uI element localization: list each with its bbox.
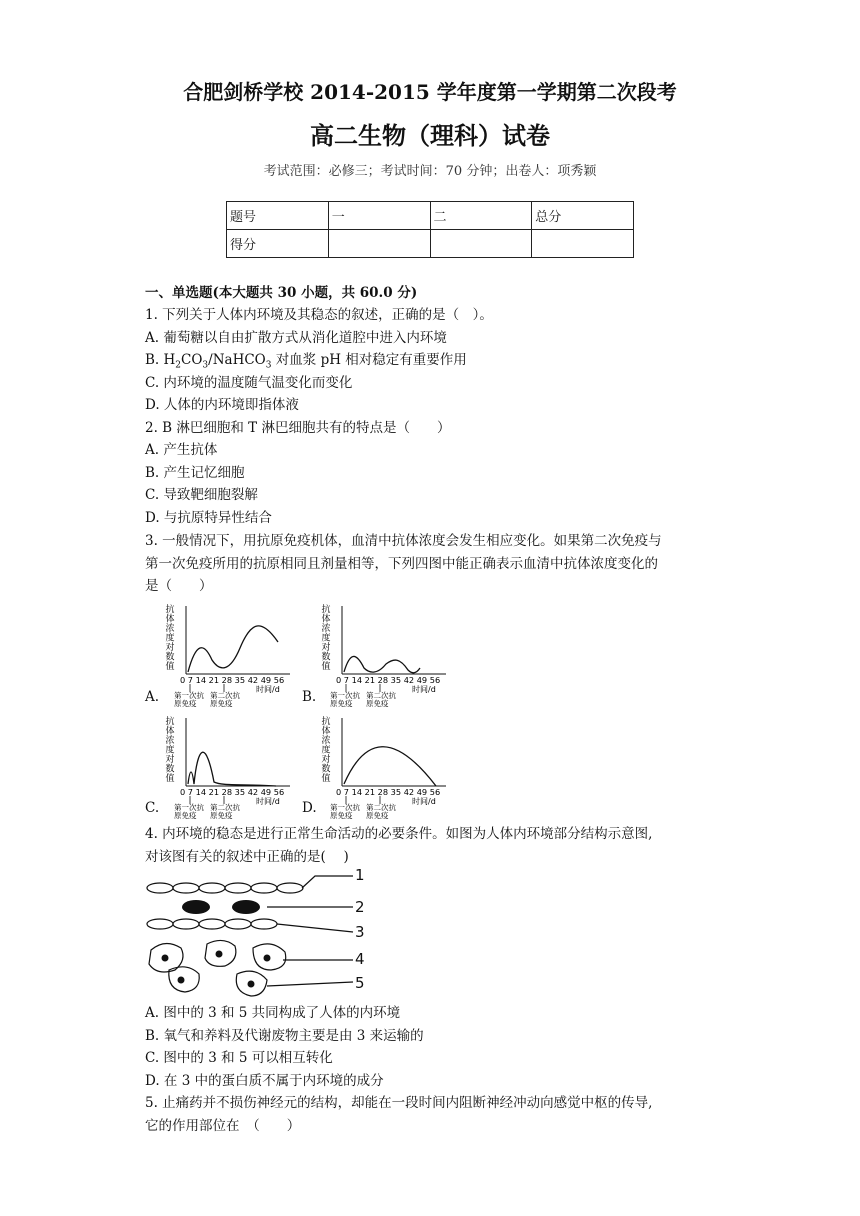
q4-option-c: C. 图中的 3 和 5 可以相互转化	[145, 1050, 333, 1066]
q5-stem-line2: 它的作用部位在 （ ）	[145, 1118, 301, 1134]
x-tick-labels: 0 7 14 21 28 35 42 49 56	[180, 675, 285, 685]
score-header-cell: 二	[430, 202, 532, 230]
q3-graph-d	[316, 714, 451, 820]
y-axis-label-char: 对	[321, 755, 331, 765]
first-immunization-label: 原免疫	[330, 811, 353, 820]
second-immunization-label: 原免疫	[366, 699, 389, 708]
q4-tissue-diagram	[143, 864, 368, 1000]
q3-option-b-label: B.	[302, 689, 317, 705]
x-axis-label: 时间/d	[256, 797, 280, 806]
score-table	[226, 201, 634, 258]
score-row-label: 得分	[227, 230, 329, 258]
first-immunization-label: 原免疫	[174, 699, 197, 708]
y-axis-label-char: 值	[165, 662, 175, 672]
q1-b-text: 对血浆 pH 相对稳定有重要作用	[271, 352, 467, 368]
y-axis-label-char: 对	[165, 755, 175, 765]
y-axis-label-char: 浓	[321, 624, 331, 634]
antibody-curve	[188, 752, 276, 786]
q4-diagram-label: 4	[355, 950, 365, 968]
x-tick-labels: 0 7 14 21 28 35 42 49 56	[336, 675, 441, 685]
second-immunization-label: 原免疫	[210, 699, 233, 708]
y-axis-label-char: 浓	[165, 736, 175, 746]
y-axis-label-char: 数	[165, 652, 175, 663]
y-axis-label-char: 体	[165, 726, 175, 737]
y-axis-label-char: 抗	[321, 717, 331, 727]
q4-diagram-label: 1	[355, 866, 365, 884]
first-immunization-label: 原免疫	[174, 811, 197, 820]
second-immunization-label: 第二次抗	[366, 803, 396, 812]
second-immunization-label: 第二次抗	[210, 803, 240, 812]
first-immunization-label: 第一次抗	[174, 691, 204, 700]
score-header-cell: 题号	[227, 202, 329, 230]
q4-option-d: D. 在 3 中的蛋白质不属于内环境的成分	[145, 1073, 384, 1089]
y-axis-label-char: 值	[165, 774, 175, 784]
x-axis-label: 时间/d	[412, 797, 436, 806]
exam-title: 高二生物（理科）试卷	[310, 121, 550, 150]
score-header-cell: 一	[328, 202, 430, 230]
score-cell	[532, 230, 634, 258]
q2-stem: 2. B 淋巴细胞和 T 淋巴细胞共有的特点是（ ）	[145, 420, 451, 436]
q2-option-c: C. 导致靶细胞裂解	[145, 487, 258, 503]
q1-stem: 1. 下列关于人体内环境及其稳态的叙述，正确的是（ ）。	[145, 307, 493, 323]
y-axis-label-char: 值	[321, 774, 331, 784]
q3-option-d-label: D.	[302, 800, 317, 816]
first-immunization-label: 第一次抗	[330, 691, 360, 700]
q1-b-text: CO	[181, 352, 203, 368]
second-immunization-label: 原免疫	[210, 811, 233, 820]
q4-stem-line2: 对该图有关的叙述中正确的是( )	[145, 849, 349, 865]
q3-stem-line1: 3. 一般情况下，用抗原免疫机体，血清中抗体浓度会发生相应变化。如果第二次免疫与	[145, 533, 662, 549]
x-axis-label: 时间/d	[256, 685, 280, 694]
q4-diagram-label: 3	[355, 923, 365, 941]
y-axis-label-char: 体	[321, 726, 331, 737]
q1-b-text: /NaHCO	[208, 352, 266, 368]
y-axis-label-char: 浓	[165, 624, 175, 634]
first-immunization-label: 第一次抗	[330, 803, 360, 812]
first-immunization-label: 原免疫	[330, 699, 353, 708]
q1-option-a: A. 葡萄糖以自由扩散方式从消化道腔中进入内环境	[145, 330, 447, 346]
y-axis-label-char: 抗	[321, 605, 331, 615]
q2-option-a: A. 产生抗体	[145, 442, 218, 458]
q4-option-a: A. 图中的 3 和 5 共同构成了人体的内环境	[145, 1005, 401, 1021]
y-axis-label-char: 抗	[165, 605, 175, 615]
second-immunization-label: 第二次抗	[210, 691, 240, 700]
y-axis-label-char: 数	[321, 764, 331, 775]
y-axis-label-char: 数	[165, 764, 175, 775]
q4-stem-line1: 4. 内环境的稳态是进行正常生命活动的必要条件。如图为人体内环境部分结构示意图,	[145, 826, 653, 842]
score-cell	[328, 230, 430, 258]
q3-option-c-label: C.	[145, 800, 160, 816]
y-axis-label-char: 对	[321, 643, 331, 653]
q1-b-text: B. H	[145, 352, 176, 368]
school-title: 合肥剑桥学校 2014-2015 学年度第一学期第二次段考	[183, 80, 677, 104]
y-axis-label-char: 值	[321, 662, 331, 672]
x-axis-label: 时间/d	[412, 685, 436, 694]
x-tick-labels: 0 7 14 21 28 35 42 49 56	[180, 787, 285, 797]
y-axis-label-char: 度	[165, 745, 175, 756]
q1-b-sub: 2	[175, 360, 182, 371]
q4-diagram-label: 5	[355, 974, 365, 992]
q3-graph-b	[316, 602, 451, 708]
first-immunization-label: 第一次抗	[174, 803, 204, 812]
y-axis-label-char: 度	[321, 745, 331, 756]
y-axis-label-char: 对	[165, 643, 175, 653]
q3-graph-a	[160, 602, 295, 708]
q5-stem-line1: 5. 止痛药并不损伤神经元的结构，却能在一段时间内阻断神经冲动向感觉中枢的传导,	[145, 1095, 653, 1111]
q3-graph-c	[160, 714, 295, 820]
x-tick-labels: 0 7 14 21 28 35 42 49 56	[336, 787, 441, 797]
y-axis-label-char: 度	[321, 633, 331, 644]
score-cell	[430, 230, 532, 258]
y-axis-label-char: 抗	[165, 717, 175, 727]
q1-b-sub: 3	[265, 360, 272, 371]
score-table-header-row	[227, 202, 634, 230]
section-title: 一、单选题(本大题共 30 小题，共 60.0 分)	[145, 285, 418, 301]
q1-option-d: D. 人体的内环境即指体液	[145, 397, 299, 413]
antibody-curve	[188, 626, 278, 672]
q1-b-sub: 3	[202, 360, 209, 371]
q1-option-c: C. 内环境的温度随气温变化而变化	[145, 375, 353, 391]
exam-info: 考试范围：必修三；考试时间：70 分钟；出卷人：项秀颖	[263, 164, 597, 179]
q3-stem-line3: 是（ ）	[145, 578, 213, 594]
q3-stem-line2: 第一次免疫所用的抗原相同且剂量相等，下列四图中能正确表示血清中抗体浓度变化的	[145, 556, 658, 572]
score-header-cell: 总分	[532, 202, 634, 230]
antibody-curve	[344, 656, 420, 672]
q3-option-a-label: A.	[145, 689, 160, 705]
y-axis-label-char: 体	[321, 614, 331, 625]
q4-option-b: B. 氧气和养料及代谢废物主要是由 3 来运输的	[145, 1028, 424, 1044]
q4-diagram-label: 2	[355, 898, 365, 916]
y-axis-label-char: 度	[165, 633, 175, 644]
second-immunization-label: 第二次抗	[366, 691, 396, 700]
second-immunization-label: 原免疫	[366, 811, 389, 820]
antibody-curve	[344, 747, 436, 786]
y-axis-label-char: 浓	[321, 736, 331, 746]
y-axis-label-char: 数	[321, 652, 331, 663]
score-table-score-row	[227, 230, 634, 258]
y-axis-label-char: 体	[165, 614, 175, 625]
q2-option-b: B. 产生记忆细胞	[145, 465, 245, 481]
q2-option-d: D. 与抗原特异性结合	[145, 510, 272, 526]
